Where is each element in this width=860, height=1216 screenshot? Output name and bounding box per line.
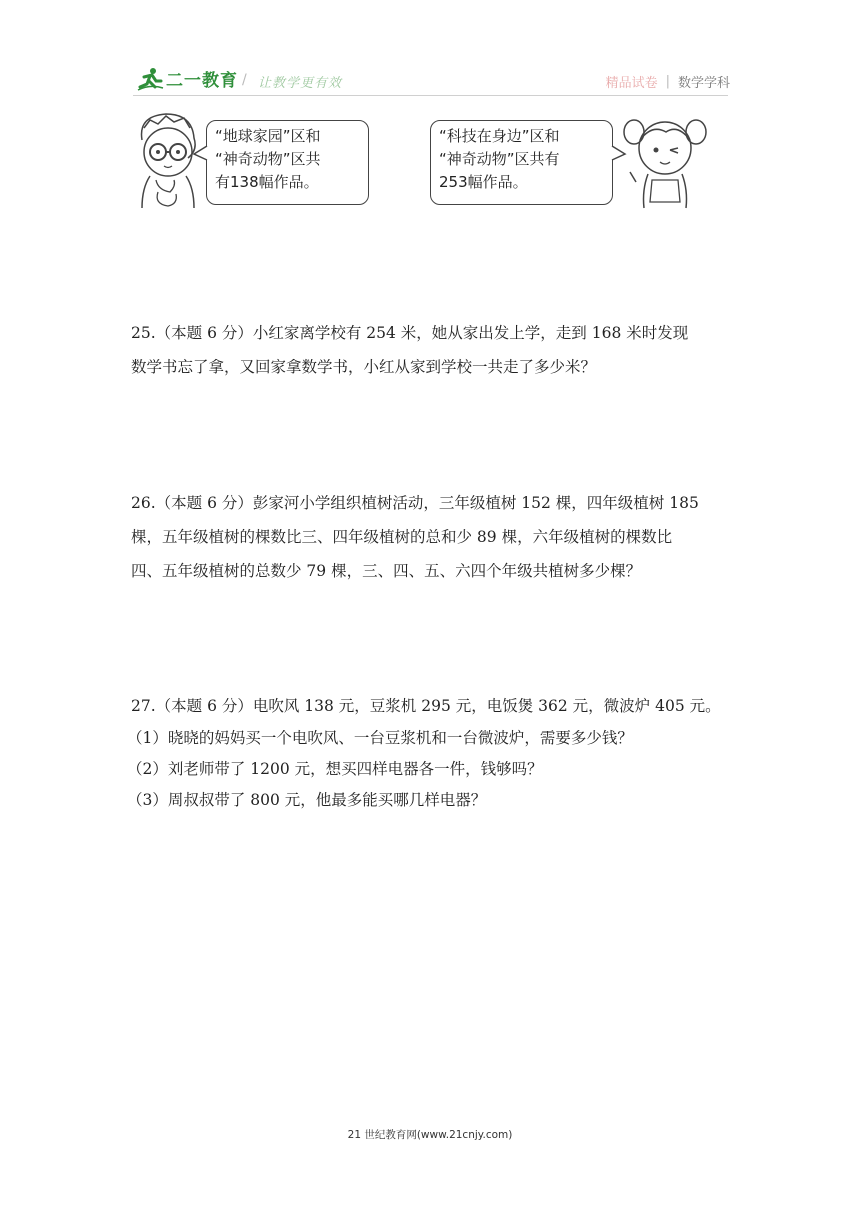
logo xyxy=(136,66,238,91)
question-line: 棵，五年级植树的棵数比三、四年级植树的总和少 89 棵，六年级植树的棵数比 xyxy=(131,528,673,546)
question-26 xyxy=(131,486,731,588)
speech-bubble-right xyxy=(430,120,613,205)
question-line: 26.（本题 6 分）彭家河小学组织植树活动，三年级植树 152 棵，四年级植树 185 xyxy=(131,494,699,512)
header-subject: 数学学科 xyxy=(677,76,730,91)
question-line: 27.（本题 6 分）电吹风 138 元，豆浆机 295 元，电饭煲 362 元，微波炉 405 元。 xyxy=(131,697,721,715)
logo-text: 二一教育 xyxy=(166,71,238,91)
page-footer: 21 世纪教育网(www.21cnjy.com) xyxy=(347,1129,513,1141)
header-slogan: 让教学更有效 xyxy=(258,76,343,91)
sub-question-3: （3）周叔叔带了 800 元，他最多能买哪几样电器？ xyxy=(127,791,487,809)
header-tag: 精品试卷 xyxy=(605,76,658,91)
illustration xyxy=(0,110,860,220)
page-header xyxy=(0,0,860,110)
question-27 xyxy=(127,689,731,816)
speech-bubble-left xyxy=(206,120,369,205)
bubble-left-line: “地球家园”区和 xyxy=(215,127,321,145)
question-line: 25.（本题 6 分）小红家离学校有 254 米，她从家出发上学，走到 168 米时发现 xyxy=(131,324,689,342)
runner-logo-icon xyxy=(136,67,164,91)
bubble-left-tail-icon xyxy=(192,144,208,164)
header-separator: | xyxy=(665,74,670,89)
question-line: 数学书忘了拿，又回家拿数学书，小红从家到学校一共走了多少米？ xyxy=(131,358,597,376)
bubble-right-line: “神奇动物”区共有 xyxy=(439,150,560,168)
question-25 xyxy=(131,316,731,384)
header-divider: / xyxy=(242,72,247,88)
girl-with-pigtails-icon xyxy=(622,110,708,210)
bubble-left-line: 有138幅作品。 xyxy=(215,173,319,191)
header-rule xyxy=(133,95,728,96)
bubble-right-line: 253幅作品。 xyxy=(439,173,528,191)
sub-question-2: （2）刘老师带了 1200 元，想买四样电器各一件，钱够吗？ xyxy=(127,760,543,778)
header-right xyxy=(606,72,730,91)
bubble-right-line: “科技在身边”区和 xyxy=(439,127,560,145)
bubble-left-line: “神奇动物”区共 xyxy=(215,150,321,168)
question-line: 四、五年级植树的总数少 79 棵，三、四、五、六四个年级共植树多少棵？ xyxy=(131,562,642,580)
sub-question-1: （1）晓晓的妈妈买一个电吹风、一台豆浆机和一台微波炉，需要多少钱？ xyxy=(127,729,633,747)
